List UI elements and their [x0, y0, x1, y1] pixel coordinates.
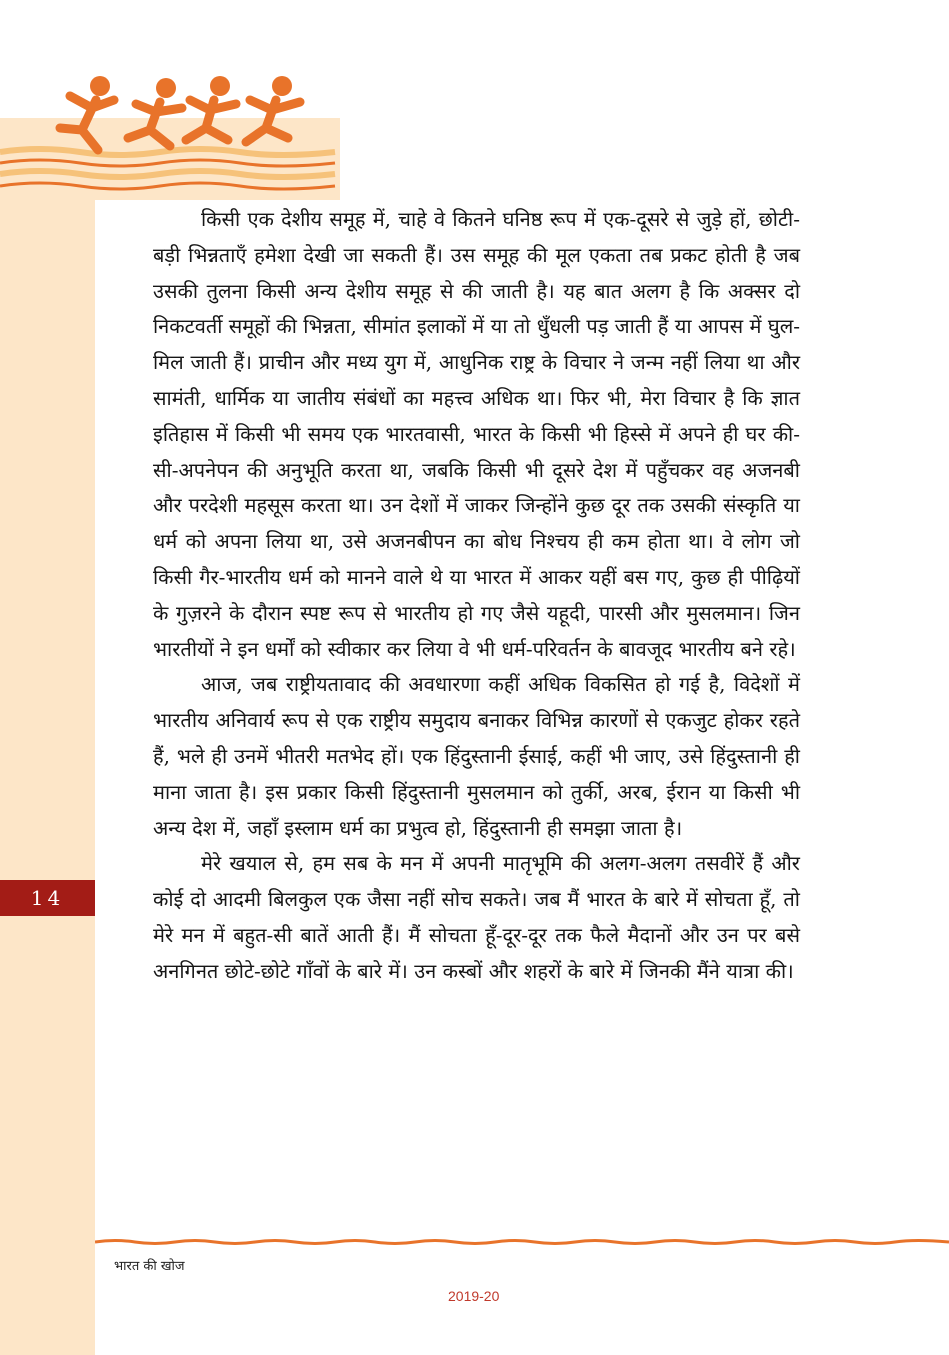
running-figures-illustration: [0, 0, 340, 200]
footer-divider: [95, 1236, 949, 1248]
paragraph: मेरे खयाल से, हम सब के मन में अपनी मातृभूमि की अलग-अलग तसवीरें हैं और कोई दो आदमी बिलकुल एक जैसा नहीं सोच सकते। जब मैं भारत के बारे में सोचता हूँ, तो मेरे मन में बहुत-सी बातें आती हैं। मैं सोचता हूँ-दूर-दूर तक फैले मैदानों और उन पर बसे अनगिनत छोटे-छोटे गाँवों के बारे में। उन कस्बों और शहरों के बारे में जिनकी मैंने यात्रा की।: [153, 851, 800, 983]
side-margin-strip: [0, 200, 95, 1355]
paragraph: आज, जब राष्ट्रीयतावाद की अवधारणा कहीं अधिक विकसित हो गई है, विदेशों में भारतीय अनिवार्य रूप से एक राष्ट्रीय समुदाय बनाकर विभिन्न कारणों से एकजुट होकर रहते हैं, भले ही उनमें भीतरी मतभेद हों। एक हिंदुस्तानी ईसाई, कहीं भी जाए, उसे हिंदुस्तानी ही माना जाता है। इस प्रकार किसी हिंदुस्तानी मुसलमान को तुर्की, अरब, ईरान या किसी भी अन्य देश में, जहाँ इस्लाम धर्म का प्रभुत्व हो, हिंदुस्तानी ही समझा जाता है।: [153, 672, 800, 840]
body-text: [153, 202, 800, 990]
edition-year: 2019-20: [448, 1288, 500, 1304]
page-number-badge: 14: [0, 880, 95, 916]
book-title: भारत की खोज: [114, 1259, 185, 1274]
paragraph: किसी एक देशीय समूह में, चाहे वे कितने घनिष्ठ रूप में एक-दूसरे से जुड़े हों, छोटी-बड़ी भिन्नताएँ हमेशा देखी जा सकती हैं। उस समूह की मूल एकता तब प्रकट होती है जब उसकी तुलना किसी अन्य देशीय समूह से की जाती है। यह बात अलग है कि अक्सर दो निकटवर्ती समूहों की भिन्नता, सीमांत इलाकों में या तो धुँधली पड़ जाती हैं या आपस में घुल-मिल जाती हैं। प्राचीन और मध्य युग में, आधुनिक राष्ट्र के विचार ने जन्म नहीं लिया था और सामंती, धार्मिक या जातीय संबंधों का महत्त्व अधिक था। फिर भी, मेरा विचार है कि ज्ञात इतिहास में किसी भी समय एक भारतवासी, भारत के किसी भी हिस्से में अपने ही घर की-सी-अपनेपन की अनुभूति करता था, जबकि किसी भी दूसरे देश में पहुँचकर वह अजनबी और परदेशी महसूस करता था। उन देशों में जाकर जिन्होंने कुछ दूर तक उसकी संस्कृति या धर्म को अपना लिया था, उसे अजनबीपन का बोध निश्चय ही कम होता था। वे लोग जो किसी गैर-भारतीय धर्म को मानने वाले थे या भारत में आकर यहीं बस गए, कुछ ही पीढ़ियों के गुज़रने के दौरान स्पष्ट रूप से भारतीय हो गए जैसे यहूदी, पारसी और मुसलमान। जिन भारतीयों ने इन धर्मों को स्वीकार कर लिया वे भी धर्म-परिवर्तन के बावजूद भारतीय बने रहे।: [153, 207, 801, 661]
